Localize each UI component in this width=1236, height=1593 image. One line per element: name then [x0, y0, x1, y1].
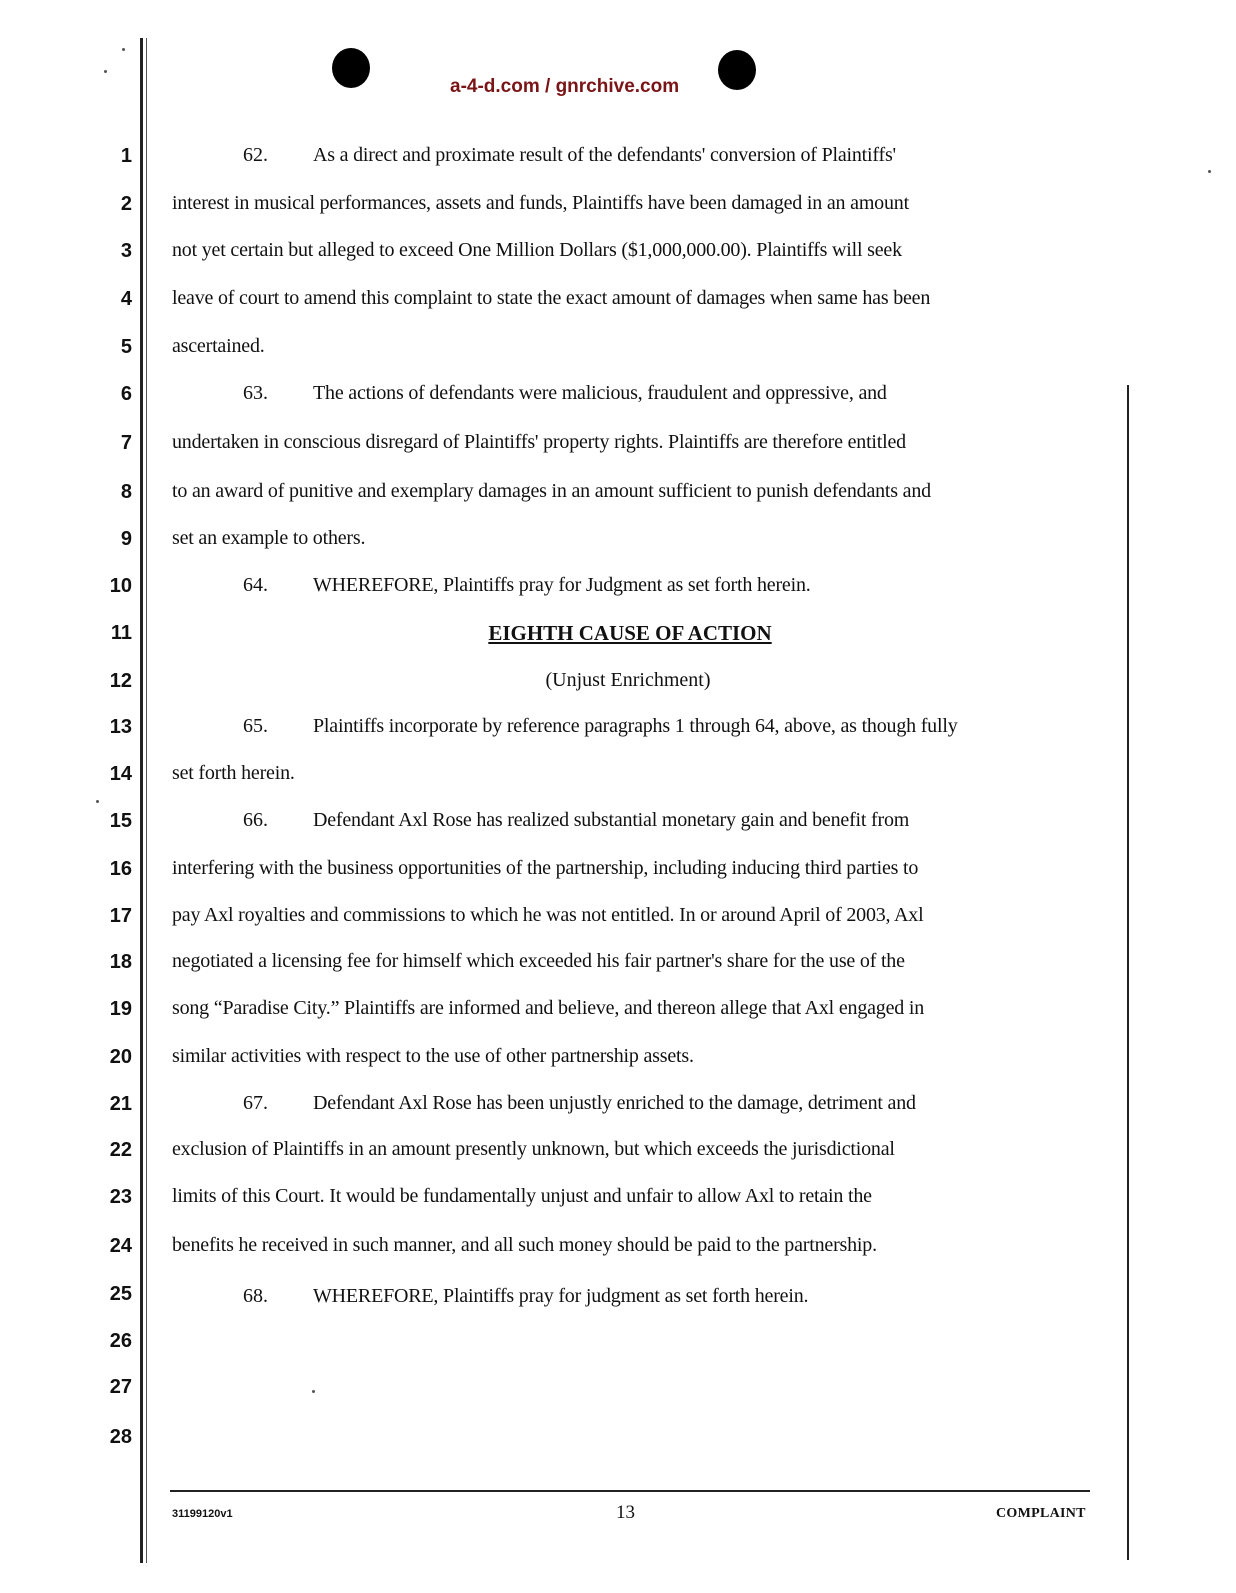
footer-rule [170, 1490, 1090, 1492]
paragraph-line: song “Paradise City.” Plaintiffs are informed and believe, and thereon allege that Axl engaged in [172, 997, 925, 1019]
line-number: 3 [120, 240, 132, 262]
paragraph-line: Defendant Axl Rose has realized substantial monetary gain and benefit from [313, 809, 910, 831]
footer-doc-title: COMPLAINT [996, 1506, 1086, 1521]
scan-speck [104, 70, 107, 73]
scan-speck [312, 1390, 315, 1393]
scan-speck [96, 800, 99, 803]
paragraph-line: pay Axl royalties and commissions to which he was not entitled. In or around April of 2003, Axl [172, 904, 924, 926]
line-number: 10 [109, 575, 132, 597]
line-number: 16 [109, 858, 132, 880]
line-number: 8 [120, 481, 132, 503]
line-number: 17 [109, 905, 132, 927]
paragraph-line: WHEREFORE, Plaintiffs pray for Judgment as set forth herein. [313, 574, 811, 596]
paragraph-line: Plaintiffs incorporate by reference paragraphs 1 through 64, above, as though fully [313, 715, 958, 737]
scan-speck [1208, 170, 1211, 173]
line-number: 13 [109, 716, 132, 738]
line-number: 2 [120, 193, 132, 215]
line-number: 19 [109, 998, 132, 1020]
line-number: 1 [120, 145, 132, 167]
line-number: 23 [109, 1186, 132, 1208]
line-number: 25 [109, 1283, 132, 1305]
line-number: 27 [109, 1376, 132, 1398]
paragraph-line: leave of court to amend this complaint to state the exact amount of damages when same has been [172, 287, 931, 309]
line-number: 26 [109, 1330, 132, 1352]
paragraph-line: to an award of punitive and exemplary damages in an amount sufficient to punish defendants and [172, 480, 931, 502]
paragraph-line: As a direct and proximate result of the defendants' conversion of Plaintiffs' [313, 144, 896, 166]
paragraph-line: undertaken in conscious disregard of Plaintiffs' property rights. Plaintiffs are therefore entitled [172, 431, 906, 453]
paragraph-number: 66. [243, 809, 268, 831]
line-number: 18 [109, 951, 132, 973]
right-margin-rule [1127, 385, 1129, 1560]
line-number: 11 [110, 622, 132, 644]
line-number: 7 [120, 432, 132, 454]
paragraph-line: set forth herein. [172, 762, 295, 784]
paragraph-line: limits of this Court. It would be fundamentally unjust and unfair to allow Axl to retain the [172, 1185, 872, 1207]
line-number: 22 [109, 1139, 132, 1161]
punch-hole-right [718, 50, 756, 90]
line-number: 9 [120, 528, 132, 550]
paragraph-line: not yet certain but alleged to exceed One Million Dollars ($1,000,000.00). Plaintiffs will seek [172, 239, 902, 261]
footer-doc-id: 31199120v1 [172, 1508, 233, 1520]
paragraph-number: 65. [243, 715, 268, 737]
footer-page-number: 13 [616, 1502, 635, 1523]
paragraph-line: set an example to others. [172, 527, 366, 549]
line-number: 12 [109, 670, 132, 692]
line-number: 28 [109, 1426, 132, 1448]
line-number: 6 [120, 383, 132, 405]
line-number: 21 [109, 1093, 132, 1115]
paragraph-number: 67. [243, 1092, 268, 1114]
paragraph-line: WHEREFORE, Plaintiffs pray for judgment as set forth herein. [313, 1285, 809, 1307]
paragraph-number: 63. [243, 382, 268, 404]
line-number: 5 [120, 336, 132, 358]
section-subheading: (Unjust Enrichment) [545, 669, 711, 691]
left-margin-rule-inner [146, 38, 147, 1563]
scan-speck [122, 48, 125, 51]
punch-hole-left [332, 48, 370, 88]
paragraph-line: Defendant Axl Rose has been unjustly enriched to the damage, detriment and [313, 1092, 916, 1114]
paragraph-line: benefits he received in such manner, and all such money should be paid to the partnership. [172, 1234, 877, 1256]
line-number: 14 [109, 763, 132, 785]
paragraph-number: 68. [243, 1285, 268, 1307]
paragraph-number: 62. [243, 144, 268, 166]
paragraph-line: exclusion of Plaintiffs in an amount presently unknown, but which exceeds the jurisdictional [172, 1138, 895, 1160]
paragraph-line: similar activities with respect to the use of other partnership assets. [172, 1045, 694, 1067]
paragraph-line: The actions of defendants were malicious, fraudulent and oppressive, and [313, 382, 887, 404]
section-heading: EIGHTH CAUSE OF ACTION [488, 621, 772, 645]
left-margin-rule [140, 38, 143, 1563]
paragraph-line: interfering with the business opportunities of the partnership, including inducing third parties to [172, 857, 919, 879]
paragraph-line: interest in musical performances, assets and funds, Plaintiffs have been damaged in an amount [172, 192, 909, 214]
paragraph-line: ascertained. [172, 335, 265, 357]
watermark: a-4-d.com / gnrchive.com [450, 76, 680, 97]
line-number: 24 [109, 1235, 132, 1257]
line-number: 15 [109, 810, 132, 832]
line-number: 20 [109, 1046, 132, 1068]
line-number: 4 [120, 288, 132, 310]
paragraph-number: 64. [243, 574, 268, 596]
paragraph-line: negotiated a licensing fee for himself which exceeded his fair partner's share for the use of the [172, 950, 905, 972]
